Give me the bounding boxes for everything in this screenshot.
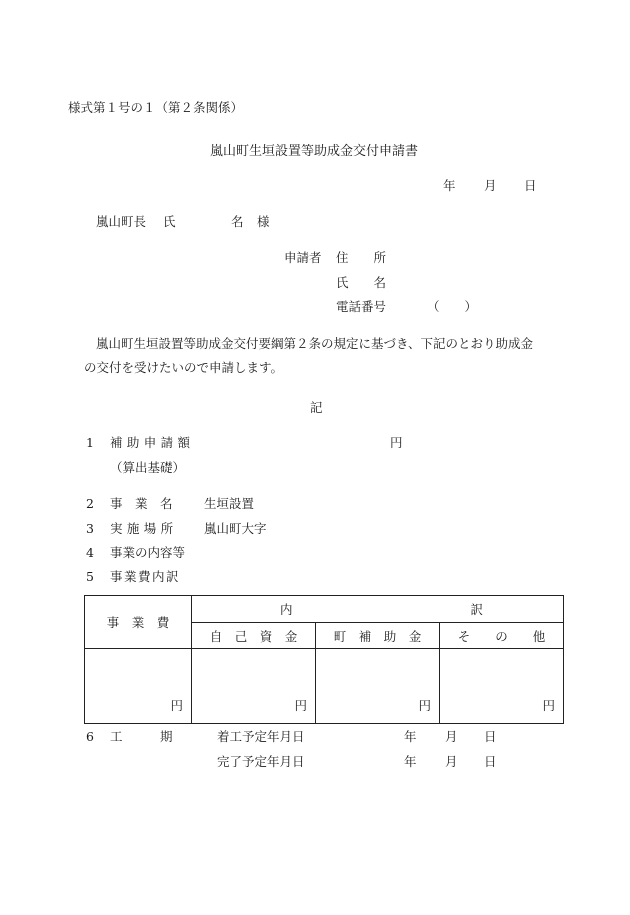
item-2-label: 事 業 名 (110, 496, 173, 511)
applicant-phone-label: 電話番号 (336, 299, 387, 314)
header-other: そ の 他 (440, 623, 564, 649)
schedule-end-year: 年 (404, 754, 417, 769)
addressee-sama: 様 (257, 214, 270, 229)
schedule-start-month: 月 (445, 729, 458, 744)
ki-heading: 記 (310, 400, 323, 415)
body-line-1: 嵐山町生垣設置等助成金交付要綱第２条の規定に基づき、下記のとおり助成金 (96, 336, 534, 351)
date-day-label: 日 (524, 178, 537, 193)
breakdown-table (84, 595, 564, 724)
item-6-label: 工 期 (110, 729, 173, 744)
applicant-name-label: 氏 名 (336, 275, 387, 290)
addressee-shi: 氏 (163, 214, 176, 229)
page-title: 嵐山町生垣設置等助成金交付申請書 (210, 144, 419, 159)
header-breakdown-group (192, 596, 564, 623)
schedule-end-day: 日 (484, 754, 497, 769)
header-own-funds: 自 己 資 金 (192, 623, 316, 649)
schedule-end-month: 月 (445, 754, 458, 769)
item-1-sub: （算出基礎） (110, 460, 186, 475)
item-2-number: 2 (86, 496, 94, 511)
item-4-number: 4 (86, 545, 94, 560)
addressee-mayor: 嵐山町長 (96, 214, 147, 229)
cell-own-funds[interactable]: 円 (192, 649, 316, 724)
addressee-mei: 名 (231, 214, 244, 229)
item-5-number: 5 (86, 569, 94, 584)
header-breakdown-right: 訳 (470, 602, 484, 617)
header-total-cost: 事 業 費 (85, 596, 192, 649)
applicant-phone-paren: （ ） (427, 299, 478, 314)
schedule-end-label: 完了予定年月日 (217, 754, 305, 769)
item-1-number: 1 (86, 435, 94, 450)
item-3-label: 実施場所 (110, 521, 178, 536)
applicant-label: 申請者 (284, 250, 322, 265)
schedule-start-label: 着工予定年月日 (217, 729, 305, 744)
item-3-number: 3 (86, 521, 94, 536)
header-breakdown-left: 内 (280, 602, 293, 617)
item-3-value: 嵐山町大字 (204, 521, 267, 536)
schedule-start-year: 年 (404, 729, 417, 744)
item-2-value: 生垣設置 (204, 496, 255, 511)
header-town-subsidy: 町 補 助 金 (316, 623, 440, 649)
cell-total-cost[interactable]: 円 (85, 649, 192, 724)
cell-town-subsidy[interactable]: 円 (316, 649, 440, 724)
date-month-label: 月 (484, 178, 497, 193)
item-4-label: 事業の内容等 (110, 545, 186, 560)
schedule-start-day: 日 (484, 729, 497, 744)
form-number: 様式第１号の１（第２条関係） (68, 100, 244, 115)
item-1-unit: 円 (390, 435, 403, 450)
date-year-label: 年 (443, 178, 456, 193)
applicant-address-label: 住 所 (336, 250, 387, 265)
cell-other[interactable]: 円 (440, 649, 564, 724)
item-1-label: 補助申請額 (110, 435, 195, 450)
body-line-2: の交付を受けたいので申請します。 (84, 360, 284, 375)
item-5-label: 事業費内訳 (110, 569, 181, 584)
item-6-number: 6 (86, 729, 94, 744)
